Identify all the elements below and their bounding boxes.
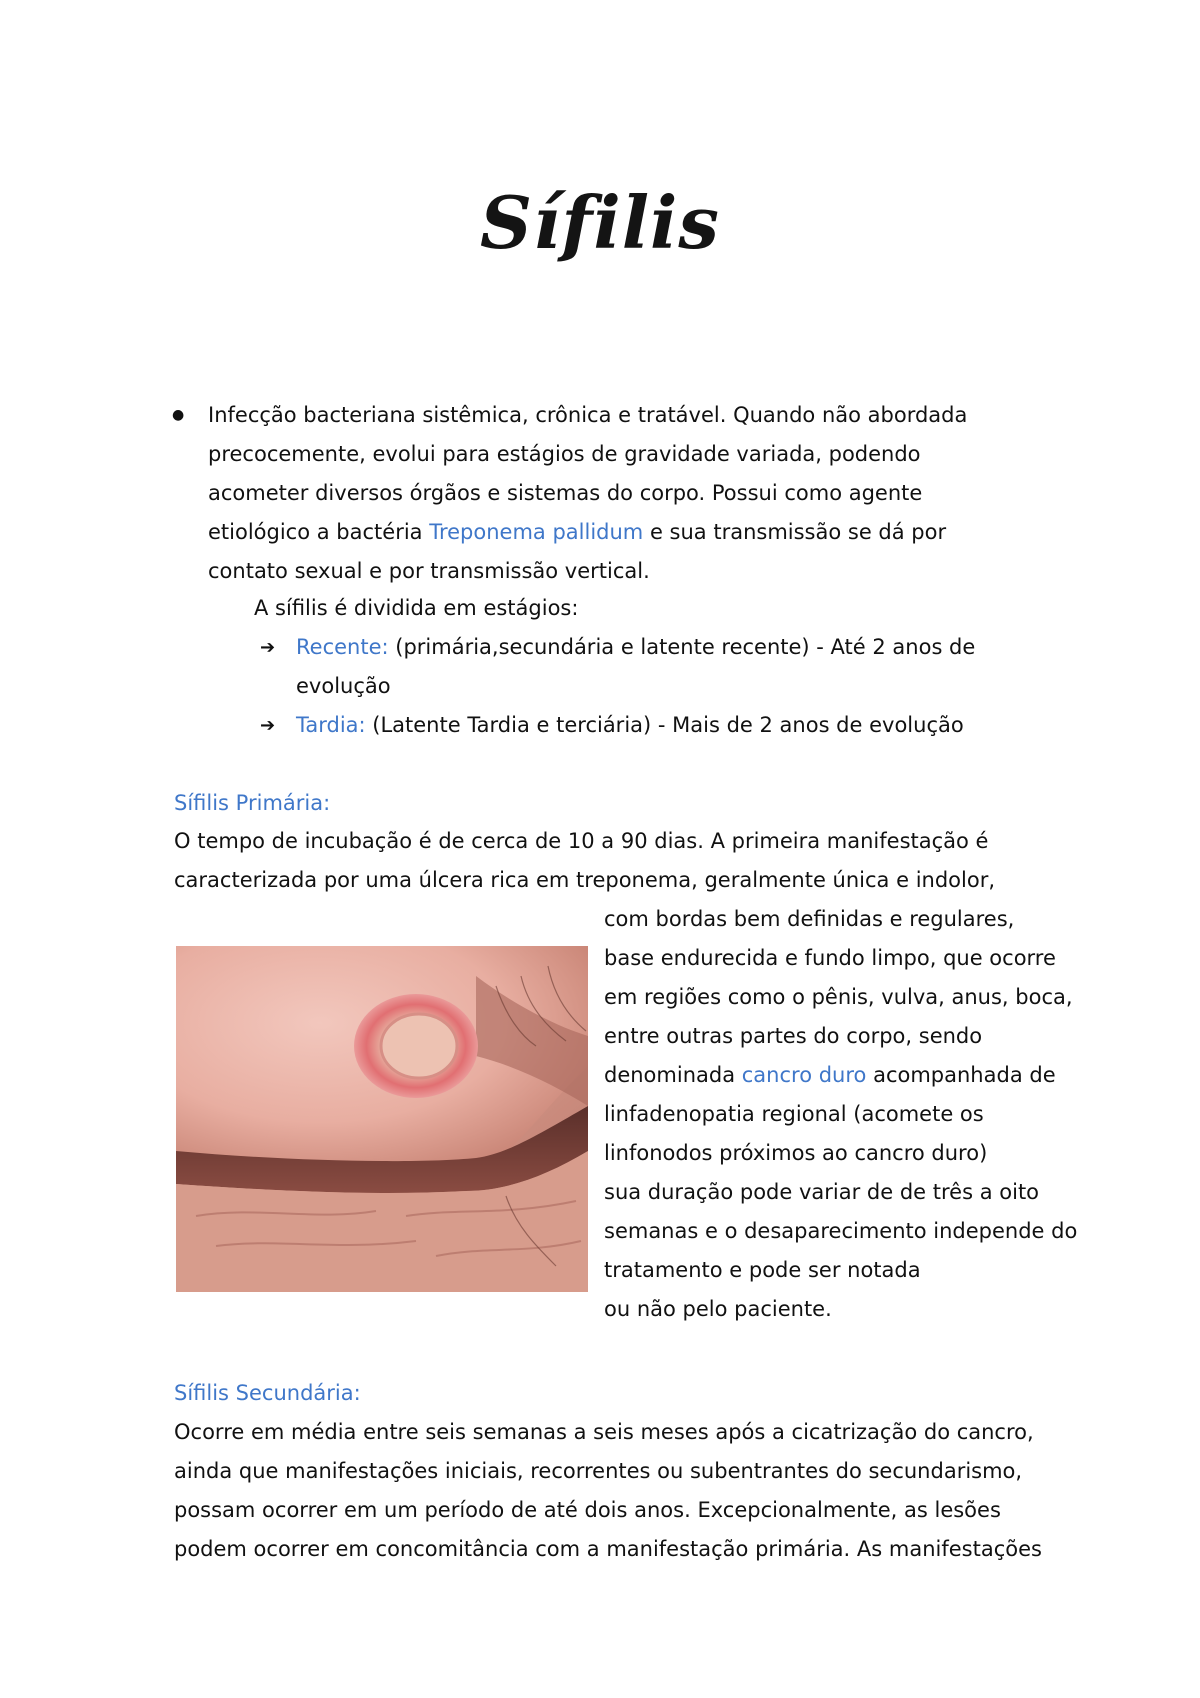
arrow-right-icon: ➔ [260, 637, 276, 658]
cancro-duro-term: cancro duro [741, 1063, 867, 1087]
stage-text: (primária,secundária e latente recente) - Até 2 anos de [388, 635, 976, 659]
intro-line: Infecção bacteriana sistêmica, crônica e tratável. Quando não abordada [208, 403, 968, 427]
intro-line: precocemente, evolui para estágios de gravidade variada, podendo [208, 442, 921, 466]
paragraph-line: tratamento e pode ser notada [604, 1258, 921, 1282]
treponema-term: Treponema pallidum [429, 520, 644, 544]
stage-item-tardia [260, 706, 1066, 745]
primary-paragraph [174, 822, 1114, 900]
stage-item-recente [260, 628, 1066, 706]
stage-text: (Latente Tardia e terciária) - Mais de 2 anos de evolução [365, 713, 964, 737]
paragraph-line: linfonodos próximos ao cancro duro) [604, 1141, 988, 1165]
intro-line: contato sexual e por transmissão vertical. [208, 559, 650, 583]
intro-bullet [172, 396, 1078, 591]
secondary-paragraph [174, 1413, 1134, 1569]
stage-label: Recente: [296, 635, 389, 659]
intro-line: acometer diversos órgãos e sistemas do corpo. Possui como agente [208, 481, 923, 505]
page-title: Sífilis [480, 180, 720, 265]
paragraph-line: Ocorre em média entre seis semanas a seis meses após a cicatrização do cancro, [174, 1420, 1034, 1444]
lesion-photo [176, 946, 588, 1292]
stage-continuation: evolução [296, 674, 391, 698]
primary-right-column [604, 900, 1124, 1329]
paragraph-line: base endurecida e fundo limpo, que ocorre [604, 946, 1056, 970]
paragraph-line: entre outras partes do corpo, sendo [604, 1024, 983, 1048]
primary-heading: Sífilis Primária: [174, 791, 331, 815]
bullet-icon: ● [172, 407, 185, 423]
paragraph-line: com bordas bem definidas e regulares, [604, 907, 1015, 931]
paragraph-line: linfadenopatia regional (acomete os [604, 1102, 984, 1126]
intro-text: e sua transmissão se dá por [643, 520, 947, 544]
intro-line [208, 513, 1078, 552]
paragraph-line: possam ocorrer em um período de até dois anos. Excepcionalmente, as lesões [174, 1498, 1001, 1522]
paragraph-line: podem ocorrer em concomitância com a manifestação primária. As manifestações [174, 1537, 1042, 1561]
paragraph-text: denominada [604, 1063, 742, 1087]
paragraph-line: caracterizada por uma úlcera rica em treponema, geralmente única e indolor, [174, 868, 996, 892]
secondary-heading: Sífilis Secundária: [174, 1381, 361, 1405]
paragraph-line [604, 1056, 1124, 1095]
paragraph-text: acompanhada de [866, 1063, 1056, 1087]
paragraph-line: sua duração pode variar de de três a oito [604, 1180, 1040, 1204]
lesion-photo-illustration [176, 946, 588, 1292]
stages-heading: A sífilis é dividida em estágios: [254, 596, 579, 620]
stage-line [296, 706, 1066, 745]
stage-label: Tardia: [296, 713, 366, 737]
paragraph-line: ou não pelo paciente. [604, 1297, 832, 1321]
arrow-right-icon: ➔ [260, 715, 276, 736]
paragraph-line: ainda que manifestações iniciais, recorrentes ou subentrantes do secundarismo, [174, 1459, 1023, 1483]
stage-line [296, 628, 1066, 667]
paragraph-line: em regiões como o pênis, vulva, anus, boca, [604, 985, 1073, 1009]
paragraph-line: O tempo de incubação é de cerca de 10 a 90 dias. A primeira manifestação é [174, 829, 989, 853]
intro-text: etiológico a bactéria [208, 520, 430, 544]
paragraph-line: semanas e o desaparecimento independe do [604, 1219, 1078, 1243]
